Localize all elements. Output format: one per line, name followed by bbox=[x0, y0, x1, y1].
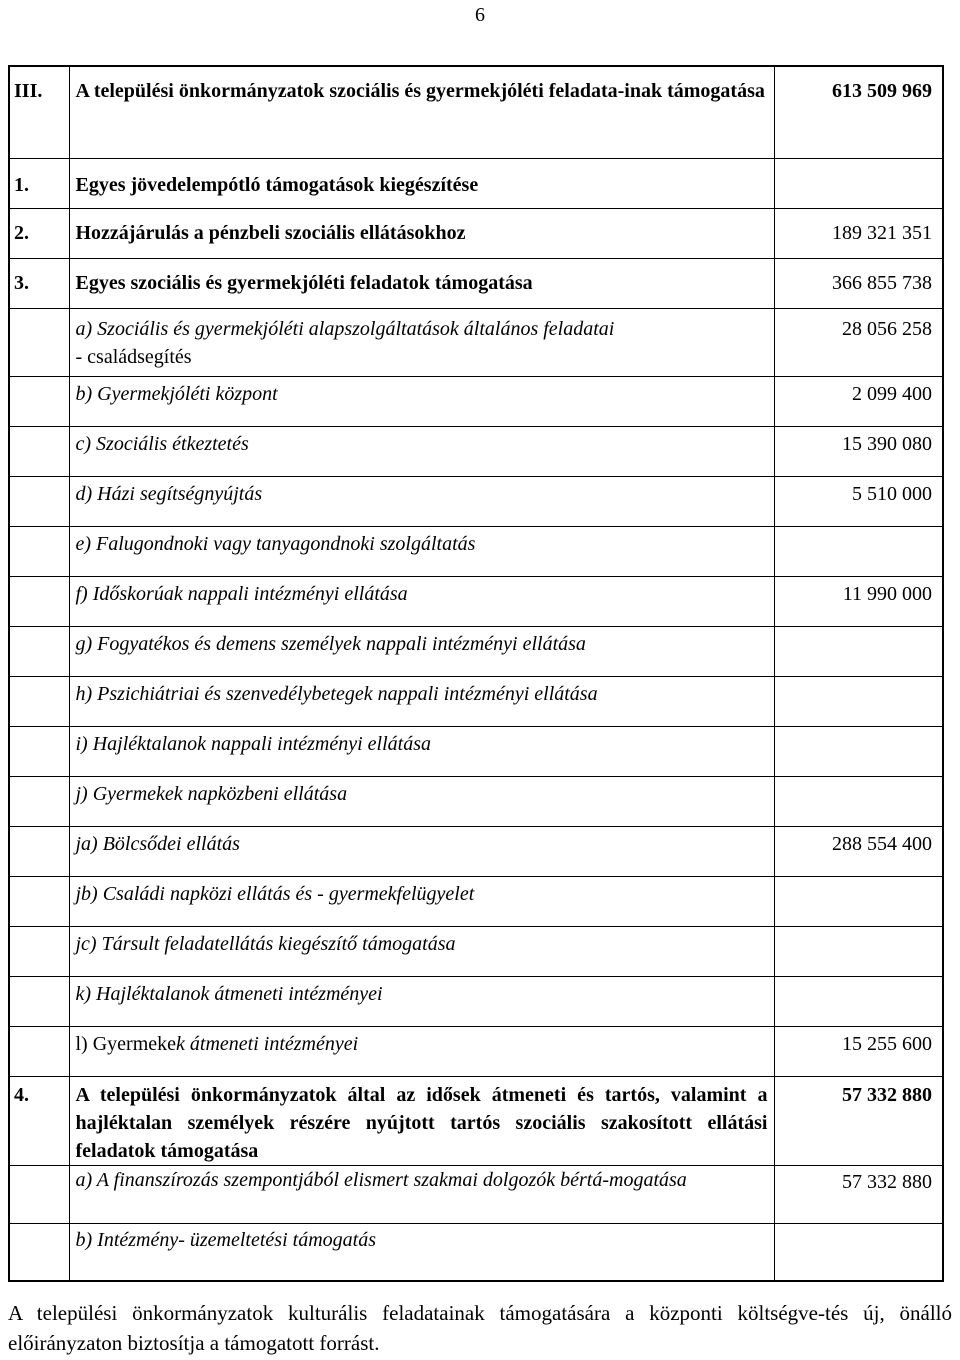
table-row bbox=[9, 726, 943, 776]
row-label: Hozzájárulás a pénzbeli szociális ellátásokhoz bbox=[69, 208, 774, 258]
row-value: 2 099 400 bbox=[774, 376, 943, 426]
row-value bbox=[774, 526, 943, 576]
row-value bbox=[774, 676, 943, 726]
row-label: jc) Társult feladatellátás kiegészítő támogatása bbox=[69, 926, 774, 976]
table-row bbox=[9, 1165, 943, 1223]
row-label: a) A finanszírozás szempontjából elismert szakmai dolgozók bértá-mogatása bbox=[69, 1165, 774, 1223]
row-label: a) Szociális és gyermekjóléti alapszolgáltatások általános feladatai - családsegítés bbox=[69, 308, 774, 376]
table-row bbox=[9, 826, 943, 876]
row-value bbox=[774, 876, 943, 926]
row-value bbox=[774, 158, 943, 208]
row-value: 189 321 351 bbox=[774, 208, 943, 258]
table-row bbox=[9, 1223, 943, 1281]
row-value bbox=[774, 976, 943, 1026]
row-value: 15 390 080 bbox=[774, 426, 943, 476]
row-number: 3. bbox=[9, 258, 69, 308]
table-row bbox=[9, 208, 943, 258]
row-label: jb) Családi napközi ellátás és - gyermekfelügyelet bbox=[69, 876, 774, 926]
table-row bbox=[9, 376, 943, 426]
table-row bbox=[9, 158, 943, 208]
row-label: i) Hajléktalanok nappali intézményi ellátása bbox=[69, 726, 774, 776]
row-label: b) Gyermekjóléti központ bbox=[69, 376, 774, 426]
row-label: A települési önkormányzatok által az idősek átmeneti és tartós, valamint a hajléktalan személyek részére nyújtott tartós szociális szakosított ellátási feladatok támogatása bbox=[69, 1076, 774, 1165]
table-row bbox=[9, 66, 943, 158]
table-row bbox=[9, 976, 943, 1026]
row-value: 613 509 969 bbox=[774, 66, 943, 158]
budget-table bbox=[8, 65, 944, 1282]
row-value: 5 510 000 bbox=[774, 476, 943, 526]
table-row bbox=[9, 476, 943, 526]
table-row bbox=[9, 626, 943, 676]
row-number: III. bbox=[9, 66, 69, 158]
row-label: h) Pszichiátriai és szenvedélybetegek nappali intézményi ellátása bbox=[69, 676, 774, 726]
row-value: 57 332 880 bbox=[774, 1165, 943, 1223]
row-number: 2. bbox=[9, 208, 69, 258]
row-value: 28 056 258 bbox=[774, 308, 943, 376]
table-row bbox=[9, 526, 943, 576]
row-number: 1. bbox=[9, 158, 69, 208]
row-value: 11 990 000 bbox=[774, 576, 943, 626]
table-row bbox=[9, 1026, 943, 1076]
row-label: e) Falugondnoki vagy tanyagondnoki szolgáltatás bbox=[69, 526, 774, 576]
row-label: j) Gyermekek napközbeni ellátása bbox=[69, 776, 774, 826]
row-value: 288 554 400 bbox=[774, 826, 943, 876]
row-label: k) Hajléktalanok átmeneti intézményei bbox=[69, 976, 774, 1026]
row-number: 4. bbox=[9, 1076, 69, 1165]
footer-paragraph: A települési önkormányzatok kulturális feladatainak támogatására a központi költségve-tés új, önálló előirányzaton biztosítja a támogatott forrást. bbox=[8, 1301, 952, 1355]
row-value bbox=[774, 626, 943, 676]
row-value: 366 855 738 bbox=[774, 258, 943, 308]
row-value bbox=[774, 1223, 943, 1281]
row-label: g) Fogyatékos és demens személyek nappali intézményi ellátása bbox=[69, 626, 774, 676]
table-row bbox=[9, 258, 943, 308]
table-row bbox=[9, 876, 943, 926]
page-number: 6 bbox=[475, 4, 485, 26]
table-row bbox=[9, 926, 943, 976]
row-label: Egyes jövedelempótló támogatások kiegészítése bbox=[69, 158, 774, 208]
row-label: l) Gyermekek átmeneti intézményei bbox=[69, 1026, 774, 1076]
table-row bbox=[9, 426, 943, 476]
table-row bbox=[9, 1076, 943, 1165]
row-label: c) Szociális étkeztetés bbox=[69, 426, 774, 476]
table-row bbox=[9, 776, 943, 826]
row-label: Egyes szociális és gyermekjóléti feladatok támogatása bbox=[69, 258, 774, 308]
row-value bbox=[774, 776, 943, 826]
row-label: f) Időskorúak nappali intézményi ellátása bbox=[69, 576, 774, 626]
table-row bbox=[9, 676, 943, 726]
row-label: b) Intézmény- üzemeltetési támogatás bbox=[69, 1223, 774, 1281]
row-label: A települési önkormányzatok szociális és gyermekjóléti feladata-inak támogatása bbox=[69, 66, 774, 158]
row-value bbox=[774, 926, 943, 976]
table-row bbox=[9, 576, 943, 626]
table-row bbox=[9, 308, 943, 376]
row-value: 15 255 600 bbox=[774, 1026, 943, 1076]
row-label: d) Házi segítségnyújtás bbox=[69, 476, 774, 526]
row-value bbox=[774, 726, 943, 776]
row-value: 57 332 880 bbox=[774, 1076, 943, 1165]
row-label: ja) Bölcsődei ellátás bbox=[69, 826, 774, 876]
